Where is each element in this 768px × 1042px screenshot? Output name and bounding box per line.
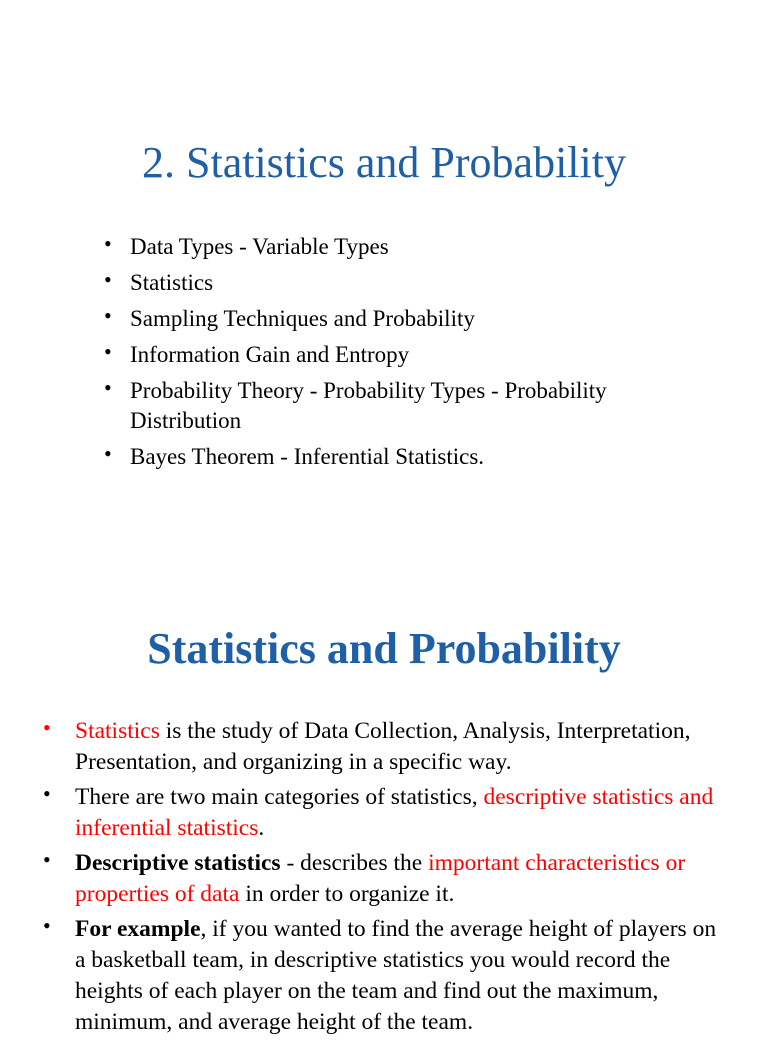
body-text: There are two main categories of statistics, — [75, 784, 484, 810]
list-item: • Probability Theory - Probability Types - Probability Distribution — [104, 375, 607, 433]
body-text: - describes the — [280, 850, 429, 876]
list-item: • Bayes Theorem - Inferential Statistics. — [104, 441, 485, 469]
list-item — [43, 781, 725, 844]
slide-1 — [0, 0, 768, 520]
list-item — [43, 715, 725, 778]
bullet-icon: • — [43, 781, 51, 806]
highlight-text: descriptive statistics and inferential statistics — [75, 784, 714, 841]
list-item — [43, 847, 725, 910]
list-item — [43, 913, 725, 1038]
bullet-icon: • — [43, 715, 51, 740]
slide-2-title: Statistics and Probability — [147, 624, 621, 673]
highlight-text: Statistics — [75, 718, 160, 744]
slide-2-bullet-list — [43, 715, 725, 1042]
bullet-icon: • — [104, 375, 112, 400]
bullet-icon: • — [43, 913, 51, 938]
body-text: . — [258, 815, 265, 841]
bullet-icon: • — [104, 303, 112, 328]
highlight-text: important characteristics or properties of data — [75, 850, 686, 907]
slide-1-title: 2. Statistics and Probability — [142, 138, 626, 187]
slide-2 — [0, 560, 768, 1035]
body-text: in order to organize it. — [239, 881, 455, 907]
list-item: • Data Types - Variable Types — [104, 231, 389, 259]
bullet-icon: • — [104, 267, 112, 292]
bullet-icon: • — [104, 441, 112, 466]
list-item: • Sampling Techniques and Probability — [104, 303, 475, 331]
slide-1-bullet-list — [104, 231, 710, 478]
list-item: • Information Gain and Entropy — [104, 339, 410, 367]
list-item: • Statistics — [104, 267, 214, 295]
body-text: , if you wanted to find the average height of players on a basketball team, in descriptive statistics you would record the heights of each player on the team and find out the maximum, minimum, and average height of the team. — [75, 916, 717, 1035]
bullet-icon: • — [104, 339, 112, 364]
bold-term: Descriptive statistics — [75, 850, 281, 876]
bullet-icon: • — [104, 231, 112, 256]
bullet-icon: • — [43, 847, 51, 872]
body-text: is the study of Data Collection, Analysis, Interpretation, Presentation, and organizing in a specific way. — [75, 718, 691, 775]
bold-term: For example — [75, 916, 201, 942]
